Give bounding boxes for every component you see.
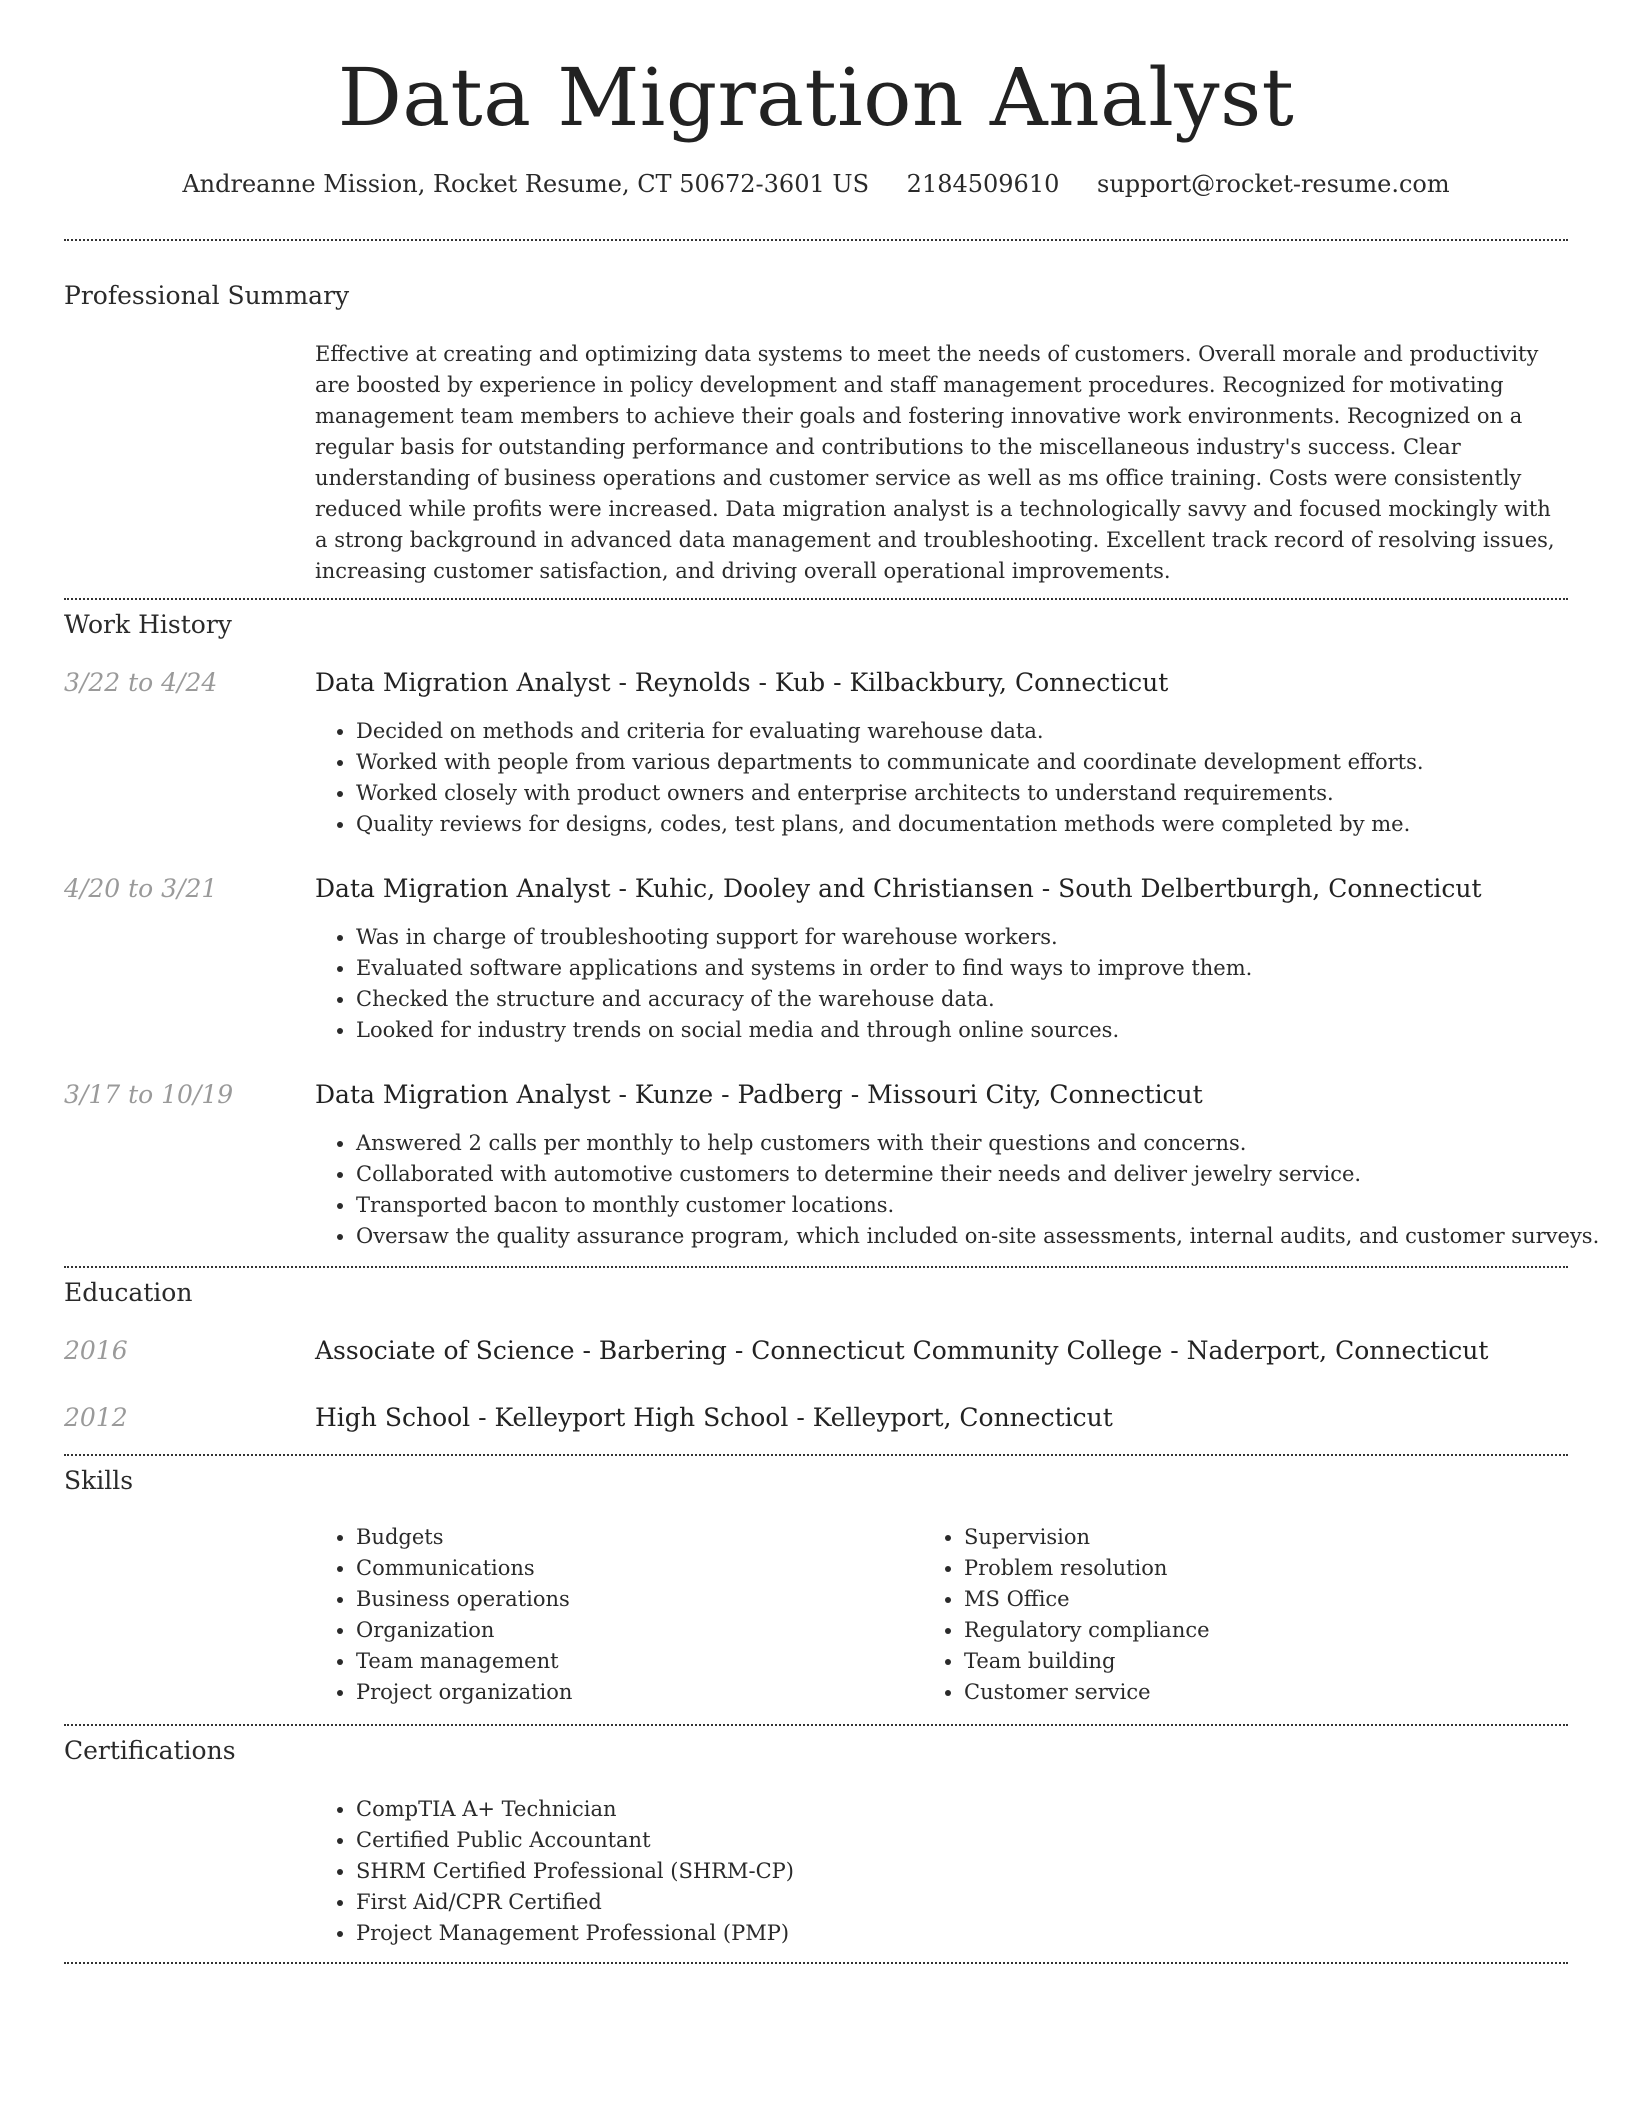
list-item: • Problem resolution <box>964 1553 1210 1584</box>
divider <box>64 1724 1568 1726</box>
contact-phone: 2184509610 <box>906 170 1060 198</box>
list-item: • Business operations <box>356 1584 572 1615</box>
job-dates: 3/17 to 10/19 <box>64 1080 234 1109</box>
candidate-name: Data Migration Analyst <box>337 51 1295 144</box>
list-item: • Checked the structure and accuracy of the warehouse data. <box>356 984 1252 1015</box>
list-item: • Collaborated with automotive customers to determine their needs and deliver jewelry service. <box>356 1159 1599 1190</box>
resume-header <box>0 0 1632 198</box>
section-title-certifications: Certifications <box>64 1736 236 1765</box>
education-heading: High School - Kelleyport High School - Kelleyport, Connecticut <box>315 1403 1113 1432</box>
job-dates: 4/20 to 3/21 <box>64 874 218 903</box>
list-item: • Quality reviews for designs, codes, test plans, and documentation methods were completed by me. <box>356 809 1424 840</box>
education-year: 2012 <box>64 1403 128 1432</box>
list-item: • Team building <box>964 1646 1210 1677</box>
education-heading: Associate of Science - Barbering - Connecticut Community College - Naderport, Connecticut <box>315 1336 1489 1365</box>
summary-text: Effective at creating and optimizing data systems to meet the needs of customers. Overall morale and productivity are boosted by experience in policy development and staff management procedures. Recognized for motivating management team members to achieve their goals and fostering innovative work environments. Recognized on a regular basis for outstanding performance and contributions to the miscellaneous industry's success. Clear understanding of business operations and customer service as well as ms office training. Costs were consistently reduced while profits were increased. Data migration analyst is a technologically savvy and focused mockingly with a strong background in advanced data management and troubleshooting. Excellent track record of resolving issues, increasing customer satisfaction, and driving overall operational improvements. <box>315 342 1555 583</box>
list-item: • Was in charge of troubleshooting support for warehouse workers. <box>356 922 1252 953</box>
list-item: • Customer service <box>964 1677 1210 1708</box>
job-bullets <box>312 716 1424 840</box>
list-item: • Project organization <box>356 1677 572 1708</box>
list-item: • Looked for industry trends on social media and through online sources. <box>356 1015 1252 1046</box>
list-item: • Regulatory compliance <box>964 1615 1210 1646</box>
job-heading: Data Migration Analyst - Reynolds - Kub - Kilbackbury, Connecticut <box>315 668 1169 697</box>
contact-address: Andreanne Mission, Rocket Resume, CT 50672-3601 US <box>182 170 870 198</box>
list-item: • MS Office <box>964 1584 1210 1615</box>
job-dates: 3/22 to 4/24 <box>64 668 218 697</box>
list-item: • Supervision <box>964 1522 1210 1553</box>
list-item: • Team management <box>356 1646 572 1677</box>
contact-line <box>0 170 1632 198</box>
section-title-education: Education <box>64 1278 193 1307</box>
list-item: • SHRM Certified Professional (SHRM-CP) <box>356 1856 794 1887</box>
list-item: • Project Management Professional (PMP) <box>356 1918 794 1949</box>
divider <box>64 1266 1568 1268</box>
job-bullets <box>312 922 1252 1046</box>
list-item: • Transported bacon to monthly customer locations. <box>356 1190 1599 1221</box>
list-item: • First Aid/CPR Certified <box>356 1887 794 1918</box>
list-item: • Decided on methods and criteria for evaluating warehouse data. <box>356 716 1424 747</box>
divider <box>64 1454 1568 1456</box>
list-item: • Worked closely with product owners and enterprise architects to understand requirements. <box>356 778 1424 809</box>
divider <box>64 1962 1568 1964</box>
job-heading: Data Migration Analyst - Kuhic, Dooley and Christiansen - South Delbertburgh, Connecticut <box>315 874 1482 903</box>
list-item: • Communications <box>356 1553 572 1584</box>
job-heading: Data Migration Analyst - Kunze - Padberg - Missouri City, Connecticut <box>315 1080 1203 1109</box>
list-item: • Evaluated software applications and systems in order to find ways to improve them. <box>356 953 1252 984</box>
list-item: • Organization <box>356 1615 572 1646</box>
list-item: • Answered 2 calls per monthly to help customers with their questions and concerns. <box>356 1128 1599 1159</box>
list-item: • Budgets <box>356 1522 572 1553</box>
job-bullets <box>312 1128 1599 1252</box>
list-item: • CompTIA A+ Technician <box>356 1794 794 1825</box>
certifications-list <box>312 1794 794 1949</box>
skills-list-left <box>312 1522 572 1708</box>
section-title-skills: Skills <box>64 1466 134 1495</box>
education-year: 2016 <box>64 1336 128 1365</box>
section-title-work-history: Work History <box>64 610 232 639</box>
skills-list-right <box>920 1522 1210 1708</box>
list-item: • Oversaw the quality assurance program, which included on-site assessments, internal audits, and customer surveys. <box>356 1221 1599 1252</box>
list-item: • Worked with people from various departments to communicate and coordinate development efforts. <box>356 747 1424 778</box>
divider <box>64 239 1568 241</box>
divider <box>64 598 1568 600</box>
section-title-summary: Professional Summary <box>64 281 350 310</box>
contact-email: support@rocket-resume.com <box>1097 170 1450 198</box>
list-item: • Certified Public Accountant <box>356 1825 794 1856</box>
